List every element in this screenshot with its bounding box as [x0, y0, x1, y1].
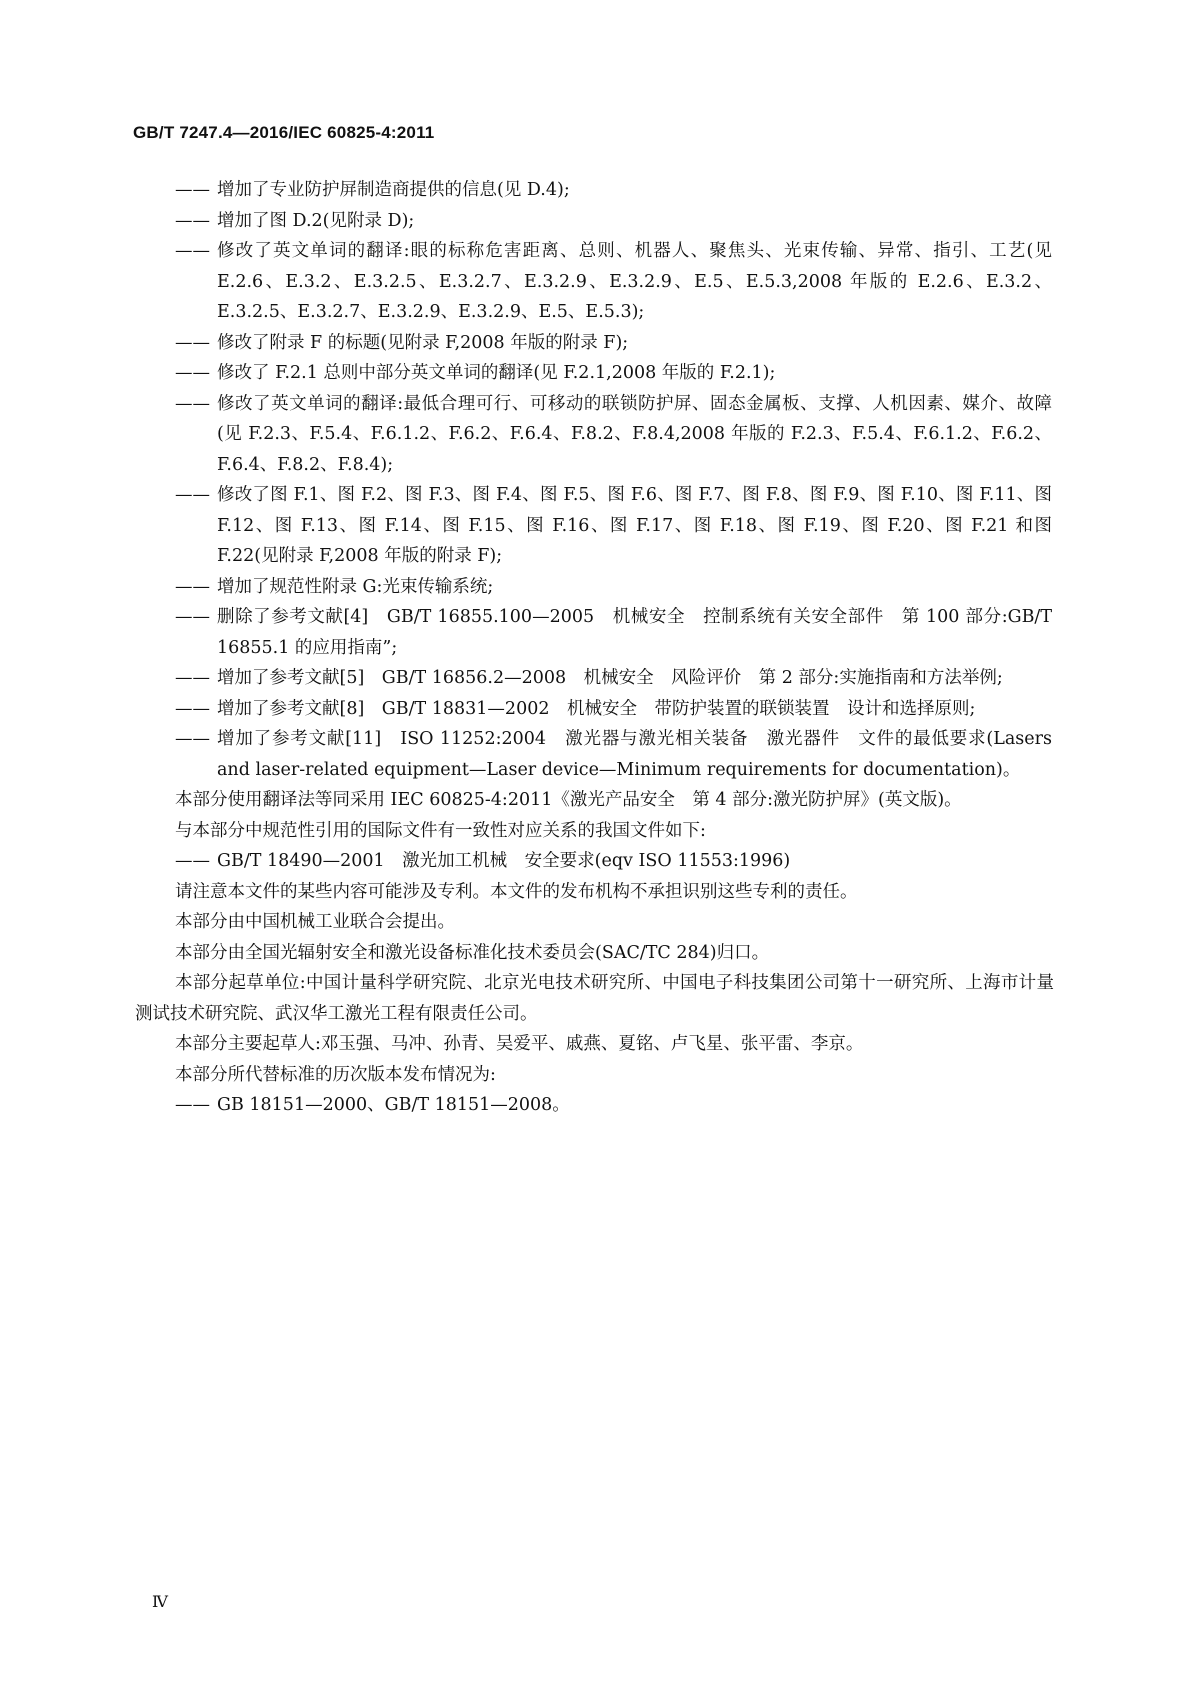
drafting-units: 本部分起草单位:中国计量科学研究院、北京光电技术研究所、中国电子科技集团公司第十一研究所、上海市计量测试技术研究院、武汉华工激光工程有限责任公司。: [135, 973, 1054, 1024]
dash-marker: ——: [175, 576, 210, 597]
list-item: —— 修改了附录 F 的标题(见附录 F,2008 年版的附录 F);: [0, 328, 1052, 359]
correspondence-intro: 与本部分中规范性引用的国际文件有一致性对应关系的我国文件如下:: [175, 820, 706, 841]
dash-marker: ——: [175, 393, 210, 414]
dash-marker: ——: [175, 851, 210, 871]
history-intro: 本部分所代替标准的历次版本发布情况为:: [175, 1064, 496, 1085]
list-item: —— 增加了参考文献[5] GB/T 16856.2—2008 机械安全 风险评价 第 2 部分:实施指南和方法举例;: [0, 663, 1052, 694]
dash-marker: ——: [175, 332, 210, 353]
centralized-by: 本部分由全国光辐射安全和激光设备标准化技术委员会(SAC/TC 284)归口。: [175, 942, 770, 963]
list-item: —— 修改了英文单词的翻译:最低合理可行、可移动的联锁防护屏、固态金属板、支撑、人机因素、媒介、故障(见 F.2.3、F.5.4、F.6.1.2、F.6.2、F.6.4、F.8.2、F.8.4,2008 年版的 F.2.3、F.5.4、F.6.1.2、F.6.2、F.6.4、F.8.2、F.8.4);: [0, 389, 1052, 481]
patent-notice: 请注意本文件的某些内容可能涉及专利。本文件的发布机构不承担识别这些专利的责任。: [175, 881, 858, 902]
adoption-paragraph: 本部分使用翻译法等同采用 IEC 60825-4:2011《激光产品安全 第 4 部分:激光防护屏》(英文版)。: [175, 790, 962, 810]
drafters: 本部分主要起草人:邓玉强、马冲、孙青、吴爱平、戚燕、夏铭、卢飞星、张平雷、李京。: [175, 1034, 864, 1054]
proposed-by: 本部分由中国机械工业联合会提出。: [175, 912, 455, 932]
dash-marker: ——: [175, 241, 210, 261]
page-number: Ⅳ: [152, 1592, 168, 1611]
dash-marker: ——: [175, 729, 210, 749]
dash-marker: ——: [175, 1095, 210, 1115]
foreword-content: [0, 175, 1191, 1121]
list-item: —— 增加了图 D.2(见附录 D);: [0, 206, 1052, 237]
list-item: —— 增加了参考文献[8] GB/T 18831—2002 机械安全 带防护装置的联锁装置 设计和选择原则;: [0, 694, 1052, 725]
list-item: —— 修改了图 F.1、图 F.2、图 F.3、图 F.4、图 F.5、图 F.6、图 F.7、图 F.8、图 F.9、图 F.10、图 F.11、图 F.12、图 F.13、图 F.14、图 F.15、图 F.16、图 F.17、图 F.18、图 F.19、图 F.20、图 F.21 和图 F.22(见附录 F,2008 年版的附录 F);: [0, 480, 1052, 572]
dash-marker: ——: [175, 698, 210, 719]
dash-marker: ——: [175, 485, 210, 505]
list-item: —— GB 18151—2000、GB/T 18151—2008。: [0, 1090, 1052, 1121]
list-item: —— 增加了专业防护屏制造商提供的信息(见 D.4);: [0, 175, 1052, 206]
list-item: —— 增加了参考文献[11] ISO 11252:2004 激光器与激光相关装备 激光器件 文件的最低要求(Lasers and laser-related equipment—Laser device—Minimum requirements for documentation)。: [0, 724, 1052, 785]
list-item: —— 增加了规范性附录 G:光束传输系统;: [0, 572, 1052, 603]
list-item: —— GB/T 18490—2001 激光加工机械 安全要求(eqv ISO 11553:1996): [0, 846, 1052, 877]
list-item: —— 删除了参考文献[4] GB/T 16855.100—2005 机械安全 控制系统有关安全部件 第 100 部分:GB/T 16855.1 的应用指南”;: [0, 602, 1052, 663]
dash-marker: ——: [175, 363, 210, 383]
dash-marker: ——: [175, 607, 210, 627]
dash-marker: ——: [175, 180, 210, 200]
document-id-header: GB/T 7247.4—2016/IEC 60825-4:2011: [133, 123, 435, 142]
dash-marker: ——: [175, 210, 210, 231]
list-item: —— 修改了英文单词的翻译:眼的标称危害距离、总则、机器人、聚焦头、光束传输、异常、指引、工艺(见 E.2.6、E.3.2、E.3.2.5、E.3.2.7、E.3.2.9、E.3.2.9、E.5、E.5.3,2008 年版的 E.2.6、E.3.2、E.3.2.5、E.3.2.7、E.3.2.9、E.3.2.9、E.5、E.5.3);: [0, 236, 1052, 328]
list-item: —— 修改了 F.2.1 总则中部分英文单词的翻译(见 F.2.1,2008 年版的 F.2.1);: [0, 358, 1052, 389]
dash-marker: ——: [175, 668, 210, 688]
